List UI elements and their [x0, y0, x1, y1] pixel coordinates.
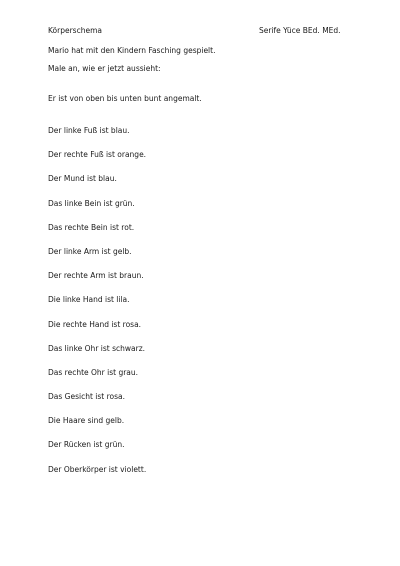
instruction-item: Die Haare sind gelb.: [48, 416, 125, 426]
instruction-item: Der Rücken ist grün.: [48, 440, 125, 450]
instruction-item: Der rechte Fuß ist orange.: [48, 150, 147, 160]
document-title: Körperschema: [48, 26, 102, 35]
instruction-item: Das rechte Bein ist rot.: [48, 222, 135, 232]
instruction-item: Das Gesicht ist rosa.: [48, 392, 125, 402]
instruction-item: Der linke Arm ist gelb.: [48, 246, 132, 256]
instruction-item: Das linke Ohr ist schwarz.: [48, 343, 146, 353]
instruction-item: Der Mund ist blau.: [48, 174, 117, 184]
intro-line-2: Male an, wie er jetzt aussieht:: [48, 64, 161, 73]
instruction-item: Die linke Hand ist lila.: [48, 295, 130, 305]
instruction-item: Der linke Fuß ist blau.: [48, 126, 130, 135]
instruction-list: [48, 126, 146, 489]
document-author: Serife Yüce BEd. MEd.: [259, 26, 341, 35]
instruction-item: Der rechte Arm ist braun.: [48, 271, 144, 281]
instruction-item: Das linke Bein ist grün.: [48, 198, 135, 208]
instruction-item: Das rechte Ohr ist grau.: [48, 367, 139, 377]
intro-line-3: Er ist von oben bis unten bunt angemalt.: [48, 94, 202, 103]
instruction-item: Die rechte Hand ist rosa.: [48, 319, 142, 329]
intro-line-1: Mario hat mit den Kindern Fasching gespielt.: [48, 46, 216, 55]
instruction-item: Der Oberkörper ist violett.: [48, 464, 147, 474]
